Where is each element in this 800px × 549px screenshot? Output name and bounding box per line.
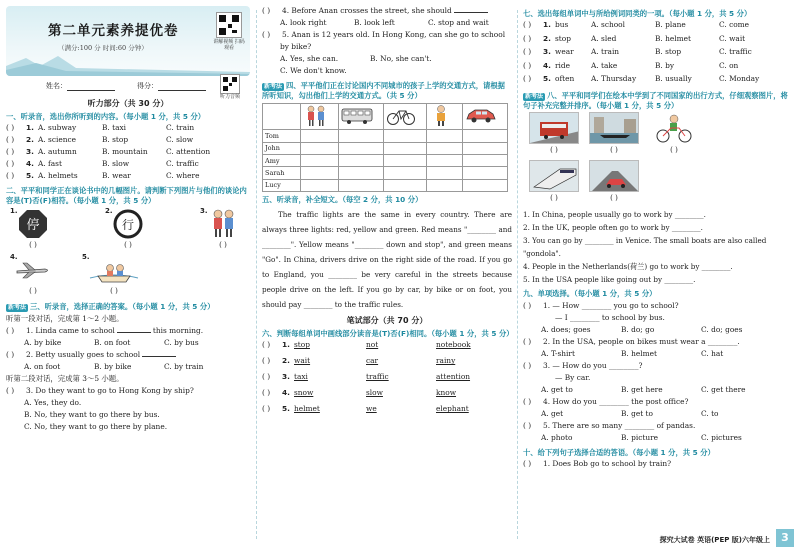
list-item: [262, 356, 512, 372]
section-9-title: 九、单项选择。（每小题 1 分，共 5 分）: [523, 289, 657, 299]
check-cell[interactable]: [462, 155, 507, 167]
list-item: [262, 340, 512, 356]
answer-paren[interactable]: ( ): [262, 340, 271, 350]
question-number: 2.: [282, 356, 290, 366]
score-field[interactable]: [158, 83, 206, 91]
list-item: [523, 61, 794, 75]
option-c: C. attention: [166, 147, 211, 157]
question-number: 2.: [543, 33, 551, 43]
audio-qr-icon[interactable]: [220, 74, 240, 94]
sentence-item: 1. In China, people usually go to work by ________.: [523, 210, 706, 220]
question-number: 5.: [543, 74, 551, 84]
listening-passage: The traffic lights are the same in every country. There are always three lights: red, yellow and green. Red means "________ and ________". Yellow means "________ down and stop", and green means "Go". In China, drivers drive on the right side of the road. If you go to England, you ________ be very careful in the streets because people drive on the left. If you go by car, by bike or on foot, you should pay ________ to the traffic rules.: [262, 209, 512, 309]
check-cell[interactable]: [427, 130, 463, 142]
list-item: [6, 135, 250, 147]
option-b: B. slow: [102, 159, 130, 169]
word-a: snow: [294, 388, 314, 398]
check-cell[interactable]: [427, 155, 463, 167]
section-1-title: 一、听录音，选出你所听到的内容。（每小题 1 分，共 5 分）: [6, 111, 206, 121]
option-b: B. taxi: [102, 123, 127, 133]
svg-text:行: 行: [121, 218, 135, 233]
section-8-title: 新考法 八、平平和同学们在绘本中学到了不同国家的出行方式，仔细观察图片，将句子补充完整并排序。（每小题 1 分，共 5 分）: [523, 90, 788, 110]
section-7-title: 七、选出每组单词中与所给例词同类的一项。（每小题 1 分，共 5 分）: [523, 9, 752, 18]
table-row: [263, 179, 508, 191]
question-9-4: ( ) 4. How do you ________ the post office?: [523, 396, 689, 406]
check-cell[interactable]: [301, 167, 339, 179]
option-a: A. science: [38, 135, 76, 145]
bus-icon: [341, 107, 373, 125]
question-number: 3.: [543, 47, 551, 57]
answer-paren[interactable]: ( ): [523, 33, 532, 43]
answer-paren[interactable]: ( ): [6, 123, 15, 133]
answer-paren[interactable]: ( ): [523, 47, 532, 57]
column-2: ( ) 4. Before Anan crosses the street, she should A. look right B. look left C. stop and wait ( ) 5. Anan is 12 years old. In Hong Kong, can she go to school by bike? A. Yes, she can. B. No, she can't. C. We don't know. 新考法 四、平平他们正在讨论国内不同城市的孩子上学的交通方式，请根据所听知识，勾出他们上学的交通方式。（共 5 分） Tom John Amy Sarah Lucy 五、听录音，补全短文。（每空 2 分，共 10 分） The traffic lights are the same in every country. There are always three lights: red, yellow and green. Red means "________ and ________". Yellow means "________ down and stop", and green means "Go". In China, drivers drive on the right side of the road. If you go to England, you ________ be very careful in the streets because people drive on the left. If you go by car, by bike or on foot, you should pay ________ to the traffic rules. 笔试部分（共 70 分） 六、判断每组单词中画线部分读音是(T)否(F)相同。（每小题 1 分，共 5 分） ( ) 1. stop not notebook ( ) 2. wait car rainy ( ) 3. taxi traffic attention ( ) 4. snow slow know ( ) 5. helmet we elephant: [262, 6, 512, 543]
sentence-item: 4. People in the Netherlands(荷兰) go to work by ________.: [523, 262, 733, 272]
check-cell[interactable]: [338, 142, 383, 154]
page-title: 第二单元素养提优卷: [48, 23, 179, 39]
question-number: 4.: [543, 60, 551, 70]
list-item: [262, 404, 512, 420]
section-3-title: 新考法 三、听录音，选择正确的答案。（每小题 1 分，共 5 分）: [8, 302, 215, 312]
written-title: 笔试部分（共 70 分）: [346, 315, 428, 325]
option-a: A. helmets: [38, 171, 78, 181]
answer-paren[interactable]: ( ): [262, 356, 271, 366]
footer-text: 探究大试卷 英语(PEP 版)六年级上: [659, 536, 770, 545]
question-number: 2.: [26, 135, 34, 145]
answer-paren[interactable]: ( ): [6, 171, 15, 181]
venice-boat-picture: [589, 112, 639, 144]
car-road-picture: [589, 160, 639, 192]
check-cell[interactable]: [462, 167, 507, 179]
column-1: 第二单元素养提优卷 （满分:100 分 时间:60 分钟） 讲解视频 扫码观看 姓名： 得分： 听力音频 听力部分（共 30 分） 一、听录音，选出你所听到的内容。（每小题 1 分，共 5 分） ( ) 1. A. subway B. taxi C. train ( ) 2. A. science B. stop C. slow ( ) 3. A. autumn B. mountain C. attention ( ) 4. A. fast B. slow C. traffic ( ) 5. A. helmets B. wear C. where 二、平平和同学正在谈论书中的几幅图片。请判断下列图片与他们的谈论内容是(T)否(F)相符。（每小题 1 分，共 5 分） 1. 停 2. 行 3. ( ) ( ) ( ) 4. 5. ( ) ( ) 新考法 三、听录音，选择正确的答案。（每小题 1 分，共 5 分） 听第一段对话，完成第 1～2 小题。 ( ) 1. Linda came to school this morning. A. by bike B. on foot C. by bus ( ) 2. Betty usually goes to school A. on foot B. by bike C. by train 听第二段对话，完成第 3～5 小题。 ( ) 3. Do they want to go to Hong Kong by ship? A. Yes, they do. B. No, they want to go there by bus. C. No, they want to go there by plane.: [6, 6, 250, 543]
table-row: [263, 155, 508, 167]
list-item: [523, 34, 794, 48]
option-b: B. stop: [655, 47, 682, 57]
option-c: C. traffic: [719, 47, 752, 57]
check-cell[interactable]: [301, 155, 339, 167]
check-cell[interactable]: [384, 130, 427, 142]
option-c: C. train: [166, 123, 195, 133]
svg-text:停: 停: [26, 218, 40, 234]
word-b: not: [366, 340, 379, 350]
column-divider-2: [517, 10, 518, 539]
answer-paren[interactable]: ( ): [262, 372, 271, 382]
question-9-1: ( ) 1. — How ________ you go to school?: [523, 300, 679, 310]
question-number: 5.: [26, 171, 34, 181]
word-c: elephant: [436, 404, 469, 414]
question-number: 5.: [282, 404, 290, 414]
answer-paren[interactable]: ( ): [523, 74, 532, 84]
example-word: ride: [555, 60, 571, 70]
question-4: ( ) 4. Before Anan crosses the street, she should: [262, 6, 512, 18]
answer-paren[interactable]: ( ): [6, 159, 15, 169]
word-b: we: [366, 404, 377, 414]
word-b: traffic: [366, 372, 389, 382]
check-cell[interactable]: [427, 179, 463, 191]
list-item: [6, 147, 250, 159]
section-2-title: 二、平平和同学正在谈论书中的几幅图片。请判断下列图片与他们的谈论内容是(T)否(F)相符。（每小题 1 分，共 5 分）: [6, 186, 247, 205]
word-b: slow: [366, 388, 383, 398]
option-b: B. stop: [102, 135, 129, 145]
question-9-5: ( ) 5. There are so many ________ of pandas.: [523, 420, 696, 430]
option-c: C. traffic: [166, 159, 199, 169]
question-number: 3.: [282, 372, 290, 382]
cyclist-picture: [649, 112, 699, 144]
option-a: A. take: [591, 60, 618, 70]
list-item: [6, 123, 250, 135]
question-number: 4.: [282, 388, 290, 398]
question-number: 4.: [26, 159, 34, 169]
picture-3: 3.: [202, 207, 244, 241]
transport-table: [262, 103, 508, 192]
check-cell[interactable]: [384, 155, 427, 167]
option-b: B. plane: [655, 20, 686, 30]
section-4-title: 新考法 四、平平他们正在讨论国内不同城市的孩子上学的交通方式，请根据所听知识，勾出他们上学的交通方式。（共 5 分）: [262, 81, 505, 100]
column-3: 七、选出每组单词中与所给例词同类的一项。（每小题 1 分，共 5 分） ( ) 1. bus A. school B. plane C. come ( ) 2. stop A. sled B. helmet C. wait ( ) 3. wear A. train B. stop C. traffic ( ) 4. ride A. take B. by C. on ( ) 5. often A. Thursday B. usually C. Monday 新考法 八、平平和同学们在绘本中学到了不同国家的出行方式，仔细观察图片，将句子补充完整并排序。（每小题 1 分，共 5 分） ( ) ( ) ( ) ( ) ( ) 1. In China, people usually go to work by ________. 2. In the UK, people often go to work by ________. 3. You can go by ________ in Venice. The small boats are also called "gondola". 4. People in the Netherlands(荷兰) go to work by ________. 5. In the USA people like going out by ________. 九、单项选择。（每小题 1 分，共 5 分） ( ) 1. — How ________ you go to school? — I ________ to school by bus. A. does; goes B. do; go C. do; goes ( ) 2. In the USA, people on bikes must wear a ________. A. T-shirt B. helmet C. hat ( ) 3. — How do you ________? — By car. A. get to B. get here C. get there ( ) 4. How do you ________ the post office? A. get B. get to C. to ( ) 5. There are so many ________ of pandas. A. photo B. picture C. pictures 十、给下列句子选择合适的答语。（每小题 1 分，共 5 分） ( ) 1. Does Bob go to school by train?: [523, 6, 794, 543]
word-a: helmet: [294, 404, 320, 414]
option-b: B. by: [655, 60, 675, 70]
option-c: C. Monday: [719, 74, 760, 84]
table-row: [263, 142, 508, 154]
answer-paren[interactable]: ( ): [262, 388, 271, 398]
name-score-bar: [6, 82, 250, 91]
child-walking-icon: [429, 105, 453, 127]
table-row: [263, 167, 508, 179]
question-2: ( ) 2. Betty usually goes to school: [6, 350, 250, 362]
list-item: [523, 20, 794, 34]
word-c: know: [436, 388, 457, 398]
check-cell[interactable]: [427, 167, 463, 179]
option-a: A. Thursday: [591, 74, 637, 84]
student-name: John: [263, 142, 301, 154]
word-a: wait: [294, 356, 311, 366]
score-label: 得分：: [137, 82, 158, 90]
example-word: bus: [555, 20, 569, 30]
option-a: A. subway: [38, 123, 77, 133]
check-cell[interactable]: [427, 142, 463, 154]
name-field[interactable]: [67, 83, 115, 91]
check-cell[interactable]: [301, 179, 339, 191]
option-c: C. on: [719, 60, 739, 70]
picture-1: 1. 停: [12, 207, 54, 241]
list-item: [523, 74, 794, 88]
check-cell[interactable]: [301, 130, 339, 142]
table-row: [263, 130, 508, 142]
check-cell[interactable]: [384, 179, 427, 191]
walking-icon: [303, 105, 329, 127]
option-a: A. autumn: [38, 147, 77, 157]
picture-row-1: [6, 207, 250, 241]
picture-row-2: [6, 253, 250, 287]
option-c: C. where: [166, 171, 200, 181]
check-cell[interactable]: [462, 179, 507, 191]
question-1: ( ) 1. Linda came to school this morning.: [6, 326, 204, 335]
question-9-2: ( ) 2. In the USA, people on bikes must wear a ________.: [523, 336, 740, 346]
car-icon: [465, 107, 497, 125]
option-b: B. usually: [655, 74, 692, 84]
list-item: [262, 372, 512, 388]
student-name: Tom: [263, 130, 301, 142]
option-a: A. train: [591, 47, 620, 57]
option-c: C. wait: [719, 33, 746, 43]
list-item: [262, 388, 512, 404]
page-subtitle: （满分:100 分 时间:60 分钟）: [58, 44, 148, 52]
example-word: often: [555, 74, 575, 84]
transport-pictures-row-2: [523, 160, 794, 192]
answer-paren[interactable]: ( ): [523, 20, 532, 30]
walking-icon-cell: [301, 104, 339, 130]
check-cell[interactable]: [384, 167, 427, 179]
word-c: attention: [436, 372, 471, 382]
section-6-title: 六、判断每组单词中画线部分读音是(T)否(F)相同。（每小题 1 分，共 5 分）: [262, 328, 514, 338]
sentence-item: 5. In the USA people like going out by ________.: [523, 275, 696, 285]
train-picture: [529, 160, 579, 192]
list-item: [6, 159, 250, 171]
stop-sign-icon: [18, 209, 48, 239]
section-10-title: 十、给下列句子选择合适的答语。（每小题 1 分，共 5 分）: [523, 447, 715, 457]
column-divider-1: [256, 10, 257, 539]
bike-icon: [386, 106, 416, 126]
boat-icon: [88, 254, 140, 286]
picture-5: 5.: [84, 253, 144, 287]
question-9-3: ( ) 3. — How do you ________?: [523, 360, 643, 370]
word-a: stop: [294, 340, 310, 350]
student-name: Amy: [263, 155, 301, 167]
go-sign-icon: [113, 209, 143, 239]
word-c: rainy: [436, 356, 456, 366]
picture-4: 4.: [12, 253, 54, 287]
question-10-1: ( ) 1. Does Bob go to school by train?: [523, 459, 672, 469]
option-a: A. school: [591, 20, 625, 30]
question-number: 1.: [282, 340, 290, 350]
word-b: car: [366, 356, 379, 366]
word-a: taxi: [294, 372, 308, 382]
list-item: [6, 171, 250, 183]
picture-2: 2. 行: [107, 207, 149, 241]
option-b: B. wear: [102, 171, 131, 181]
check-cell[interactable]: [462, 130, 507, 142]
option-b: B. helmet: [655, 33, 691, 43]
option-c: C. come: [719, 20, 750, 30]
check-cell[interactable]: [384, 142, 427, 154]
question-number: 1.: [543, 20, 551, 30]
answer-paren[interactable]: ( ): [6, 135, 15, 145]
qr-caption: 讲解视频 扫码观看: [213, 39, 245, 51]
children-crossing-icon: [208, 208, 238, 240]
check-cell[interactable]: [338, 130, 383, 142]
check-cell[interactable]: [301, 142, 339, 154]
option-a: A. sled: [591, 33, 617, 43]
title-banner: [6, 6, 250, 76]
answer-paren[interactable]: ( ): [6, 147, 15, 157]
list-item: [523, 47, 794, 61]
mountain-decoration: [6, 54, 250, 76]
question-3: ( ) 3. Do they want to go to Hong Kong by ship?: [6, 386, 194, 395]
example-word: stop: [555, 33, 571, 43]
student-name: Sarah: [263, 167, 301, 179]
option-b: B. mountain: [102, 147, 148, 157]
answer-paren[interactable]: ( ): [523, 60, 532, 70]
check-cell[interactable]: [338, 179, 383, 191]
question-5: ( ) 5. Anan is 12 years old. In Hong Kong, can she go to school: [262, 30, 506, 39]
example-word: wear: [555, 47, 574, 57]
student-name: Lucy: [263, 179, 301, 191]
listening-title: 听力部分（共 30 分）: [87, 98, 169, 108]
qr-code-icon[interactable]: [216, 12, 242, 38]
sentence-item: 3. You can go by ________ in Venice. The small boats are also called "gondola".: [523, 236, 767, 259]
question-number: 1.: [26, 123, 34, 133]
word-c: notebook: [436, 340, 471, 350]
check-cell[interactable]: [338, 155, 383, 167]
check-cell[interactable]: [462, 142, 507, 154]
sentence-item: 2. In the UK, people often go to work by ________.: [523, 223, 703, 233]
transport-pictures-row-1: [523, 112, 794, 144]
page-number: 3: [776, 529, 794, 547]
check-cell[interactable]: [338, 167, 383, 179]
question-number: 3.: [26, 147, 34, 157]
airplane-icon: [15, 260, 51, 280]
audio-qr-caption: 听力音频: [219, 94, 240, 100]
option-a: A. fast: [38, 159, 62, 169]
london-bus-picture: [529, 112, 579, 144]
name-label: 姓名：: [46, 82, 67, 90]
option-c: C. slow: [166, 135, 194, 145]
section-5-title: 五、听录音，补全短文。（每空 2 分，共 10 分）: [262, 195, 423, 205]
answer-paren[interactable]: ( ): [262, 404, 271, 414]
